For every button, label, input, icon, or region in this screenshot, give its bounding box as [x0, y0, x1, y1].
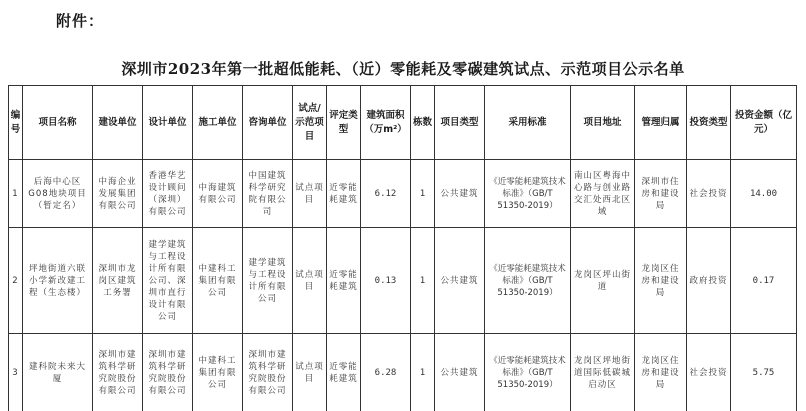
cell-project-type: 公共建筑	[435, 334, 485, 411]
cell-admin: 龙岗区住房和建设局	[635, 228, 687, 334]
header-standard: 采用标准	[485, 86, 571, 160]
header-name: 项目名称	[23, 86, 93, 160]
table-row	[9, 160, 797, 228]
cell-address: 南山区粤海中心路与创业路交汇处西北区域	[571, 160, 635, 228]
cell-amount: 0.17	[731, 228, 797, 334]
header-address: 项目地址	[571, 86, 635, 160]
cell-consultant: 深圳市建筑科学研究院股份有限公司	[243, 334, 293, 411]
cell-pilot: 试点项目	[293, 228, 327, 334]
cell-name: 建科院未来大厦	[23, 334, 93, 411]
cell-standard: 《近零能耗建筑技术标准》（GB/T 51350-2019）	[485, 228, 571, 334]
header-amount: 投资金额（亿元）	[731, 86, 797, 160]
cell-area: 0.13	[361, 228, 411, 334]
table-row	[9, 334, 797, 411]
cell-amount: 14.00	[731, 160, 797, 228]
cell-designer: 香港华艺设计顾问（深圳）有限公司	[143, 160, 193, 228]
cell-no: 3	[9, 334, 23, 411]
cell-pilot: 试点项目	[293, 160, 327, 228]
header-area: 建筑面积（万m²）	[361, 86, 411, 160]
header-builder: 建设单位	[93, 86, 143, 160]
header-invest-type: 投资类型	[687, 86, 731, 160]
cell-amount: 5.75	[731, 334, 797, 411]
table-row	[9, 228, 797, 334]
cell-consultant: 建学建筑与工程设计所有限公司	[243, 228, 293, 334]
project-table	[8, 85, 797, 411]
cell-constructor: 中海建筑有限公司	[193, 160, 243, 228]
header-consultant: 咨询单位	[243, 86, 293, 160]
cell-floors: 1	[411, 228, 435, 334]
header-project-type: 项目类型	[435, 86, 485, 160]
cell-name: 坪地街道六联小学新改建工程（生态楼）	[23, 228, 93, 334]
cell-designer: 深圳市建筑科学研究院股份有限公司	[143, 334, 193, 411]
document-title: 深圳市2023年第一批超低能耗、（近）零能耗及零碳建筑试点、示范项目公示名单	[121, 60, 685, 78]
cell-floors: 1	[411, 160, 435, 228]
cell-constructor: 中建科工集团有限公司	[193, 334, 243, 411]
header-no: 编号	[9, 86, 23, 160]
cell-consultant: 中国建筑科学研究院有限公司	[243, 160, 293, 228]
header-row	[9, 86, 797, 160]
cell-address: 龙岗区坪地街道国际低碳城启动区	[571, 334, 635, 411]
cell-floors: 1	[411, 334, 435, 411]
header-designer: 设计单位	[143, 86, 193, 160]
cell-invest-type: 政府投资	[687, 228, 731, 334]
cell-project-type: 公共建筑	[435, 160, 485, 228]
cell-project-type: 公共建筑	[435, 228, 485, 334]
cell-no: 2	[9, 228, 23, 334]
cell-rating: 近零能耗建筑	[327, 228, 361, 334]
cell-address: 龙岗区坪山街道	[571, 228, 635, 334]
cell-rating: 近零能耗建筑	[327, 160, 361, 228]
attachment-label: 附件：	[56, 12, 105, 30]
cell-standard: 《近零能耗建筑技术标准》（GB/T 51350-2019）	[485, 334, 571, 411]
cell-pilot: 试点项目	[293, 334, 327, 411]
cell-name: 后海中心区G08地块项目（暂定名）	[23, 160, 93, 228]
header-rating: 评定类型	[327, 86, 361, 160]
cell-area: 6.12	[361, 160, 411, 228]
cell-admin: 龙岗区住房和建设局	[635, 334, 687, 411]
cell-standard: 《近零能耗建筑技术标准》（GB/T 51350-2019）	[485, 160, 571, 228]
cell-builder: 中海企业发展集团有限公司	[93, 160, 143, 228]
header-pilot: 试点/示范项目	[293, 86, 327, 160]
cell-constructor: 中建科工集团有限公司	[193, 228, 243, 334]
cell-invest-type: 社会投资	[687, 334, 731, 411]
cell-admin: 深圳市住房和建设局	[635, 160, 687, 228]
header-admin: 管理归属	[635, 86, 687, 160]
cell-builder: 深圳市建筑科学研究院股份有限公司	[93, 334, 143, 411]
header-floors: 栋数	[411, 86, 435, 160]
header-constructor: 施工单位	[193, 86, 243, 160]
cell-designer: 建学建筑与工程设计所有限公司、深圳市直行设计有限公司	[143, 228, 193, 334]
cell-invest-type: 社会投资	[687, 160, 731, 228]
cell-area: 6.28	[361, 334, 411, 411]
cell-rating: 近零能耗建筑	[327, 334, 361, 411]
cell-no: 1	[9, 160, 23, 228]
cell-builder: 深圳市龙岗区建筑工务署	[93, 228, 143, 334]
